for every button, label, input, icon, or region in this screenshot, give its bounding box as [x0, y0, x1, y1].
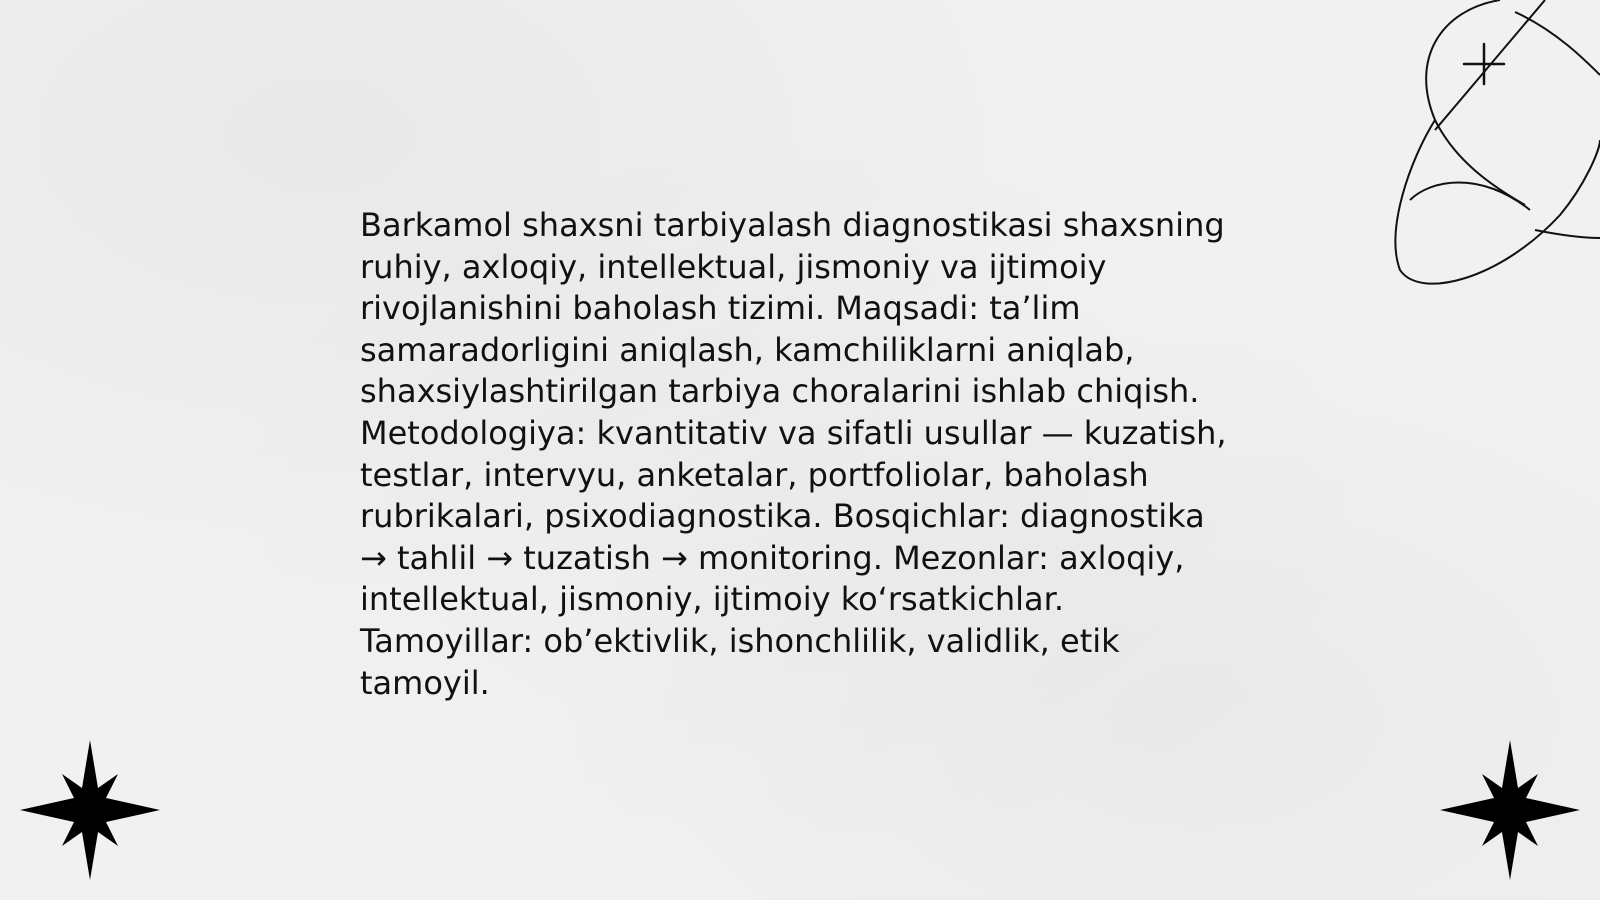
slide-body-text: Barkamol shaxsni tarbiyalash diagnostikasi shaxsning ruhiy, axloqiy, intellektual, jismoniy va ijtimoiy rivojlanishini baholash tizimi. Maqsadi: ta’lim samaradorligini aniqlash, kamchiliklarni aniqlab, shaxsiylashtirilgan tarbiya choralarini ishlab chiqish. Metodologiya: kvantitativ va sifatli usullar — kuzatish, testlar, intervyu, anketalar, portfoliolar, baholash rubrikalari, psixodiagnostika. Bosqichlar: diagnostika → tahlil → tuzatish → monitoring. Mezonlar: axloqiy, intellektual, jismoniy, ijtimoiy ko‘rsatkichlar. Tamoyillar: ob’ektivlik, ishonchlilik, validlik, etik tamoyil.: [360, 206, 1227, 702]
orbit-lines-icon: [1330, 0, 1600, 300]
sparkle-star-icon: [20, 740, 160, 880]
sparkle-star-icon: [1440, 740, 1580, 880]
